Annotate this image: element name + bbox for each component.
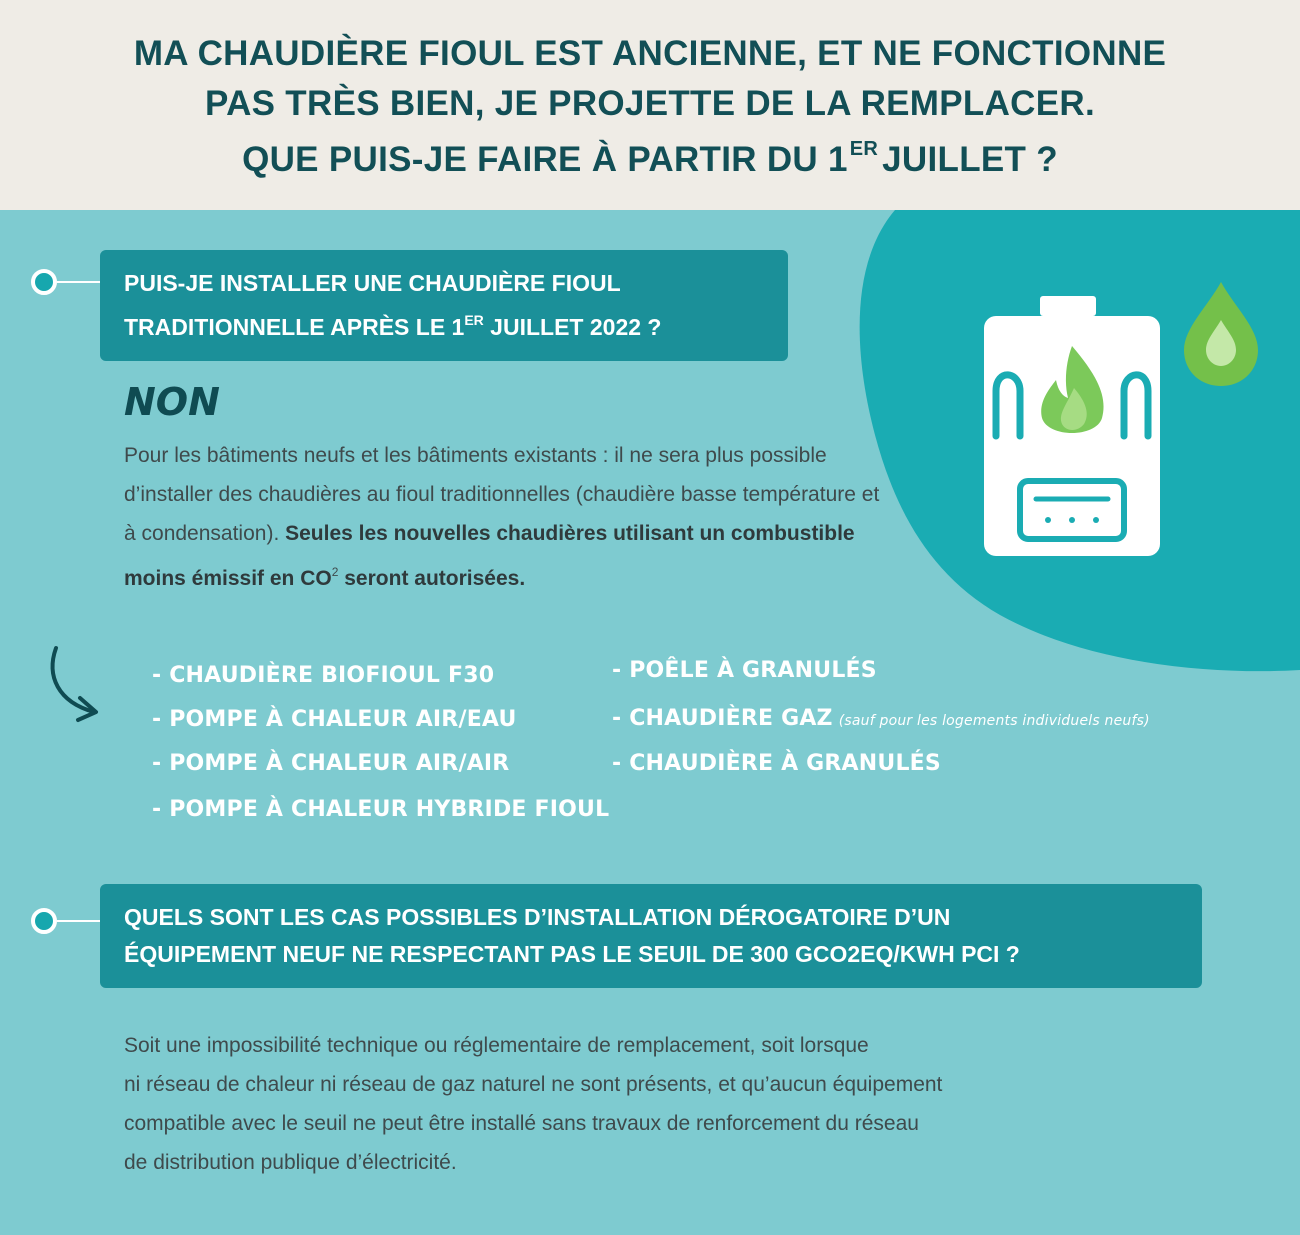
main-content xyxy=(0,210,1300,1235)
answer-1-superscript: 2 xyxy=(331,565,339,579)
answer-1-bold-text: Seules les nouvelles chaudières utilisant un combustible moins émissif en CO xyxy=(124,522,855,590)
boiler-icon xyxy=(970,296,1170,566)
section-2-connector xyxy=(57,920,100,922)
title-text: QUE PUIS-JE FAIRE À PARTIR DU 1 xyxy=(242,140,848,179)
question-2-line-2: ÉQUIPEMENT NEUF NE RESPECTANT PAS LE SEUIL DE 300 GCO2EQ/KWH PCI ? xyxy=(124,941,1020,967)
title-text-end: JUILLET ? xyxy=(882,140,1058,179)
question-2-box xyxy=(100,884,1202,988)
alternative-biofioul: - CHAUDIÈRE BIOFIOUL F30 xyxy=(152,663,495,688)
answer-1-verdict: NON xyxy=(124,380,220,424)
question-1-superscript: ER xyxy=(464,312,484,328)
page-title-line-3 xyxy=(0,138,1300,180)
section-1-bullet xyxy=(31,269,57,295)
alternative-chaudiere-granules: - CHAUDIÈRE À GRANULÉS xyxy=(612,751,941,776)
question-1-text: TRADITIONNELLE APRÈS LE 1 xyxy=(124,314,465,340)
alternative-pac-hybride: - POMPE À CHALEUR HYBRIDE FIOUL xyxy=(152,797,610,822)
answer-2-line-3: compatible avec le seuil ne peut être installé sans travaux de renforcement du réseau xyxy=(124,1112,919,1135)
section-1-connector xyxy=(57,281,100,283)
gas-boiler-note: (sauf pour les logements individuels neufs) xyxy=(838,713,1150,729)
answer-2-line-2: ni réseau de chaleur ni réseau de gaz naturel ne sont présents, et qu’aucun équipement xyxy=(124,1073,943,1096)
alternative-chaudiere-gaz-label: - CHAUDIÈRE GAZ xyxy=(612,706,833,731)
answer-2-paragraph xyxy=(124,1026,1204,1182)
curved-arrow-icon xyxy=(38,644,108,724)
question-1-line-2 xyxy=(124,302,764,346)
header-banner xyxy=(0,0,1300,210)
question-1-line-1: PUIS-JE INSTALLER UNE CHAUDIÈRE FIOUL xyxy=(124,270,621,296)
alternative-chaudiere-gaz xyxy=(612,706,1150,731)
section-2-bullet xyxy=(31,908,57,934)
alternative-poele-granules: - POÊLE À GRANULÉS xyxy=(612,658,877,683)
alternative-pac-air-air: - POMPE À CHALEUR AIR/AIR xyxy=(152,751,510,776)
answer-2-line-1: Soit une impossibilité technique ou réglementaire de remplacement, soit lorsque xyxy=(124,1034,869,1057)
answer-1-paragraph xyxy=(124,436,886,598)
page-title-line-1: MA CHAUDIÈRE FIOUL EST ANCIENNE, ET NE FONCTIONNE xyxy=(133,34,1167,73)
answer-1-bold-text-end: seront autorisées. xyxy=(338,567,526,590)
answer-2-line-4: de distribution publique d’électricité. xyxy=(124,1151,457,1174)
question-1-box xyxy=(100,250,788,361)
question-1-text-end: JUILLET 2022 ? xyxy=(483,314,662,340)
fuel-drop-icon xyxy=(1180,280,1262,388)
alternative-pac-air-eau: - POMPE À CHALEUR AIR/EAU xyxy=(152,707,517,732)
title-superscript: ER xyxy=(849,138,879,160)
answer-1-text: Pour les bâtiments neufs et les bâtiments existants : il ne sera plus possible d’installer des chaudières au fioul traditionnelles (chaudière basse température et à condensation). xyxy=(124,444,880,545)
page-title-line-2: PAS TRÈS BIEN, JE PROJETTE DE LA REMPLACER. xyxy=(205,84,1095,123)
question-2-line-1: QUELS SONT LES CAS POSSIBLES D’INSTALLATION DÉROGATOIRE D’UN xyxy=(124,904,951,930)
